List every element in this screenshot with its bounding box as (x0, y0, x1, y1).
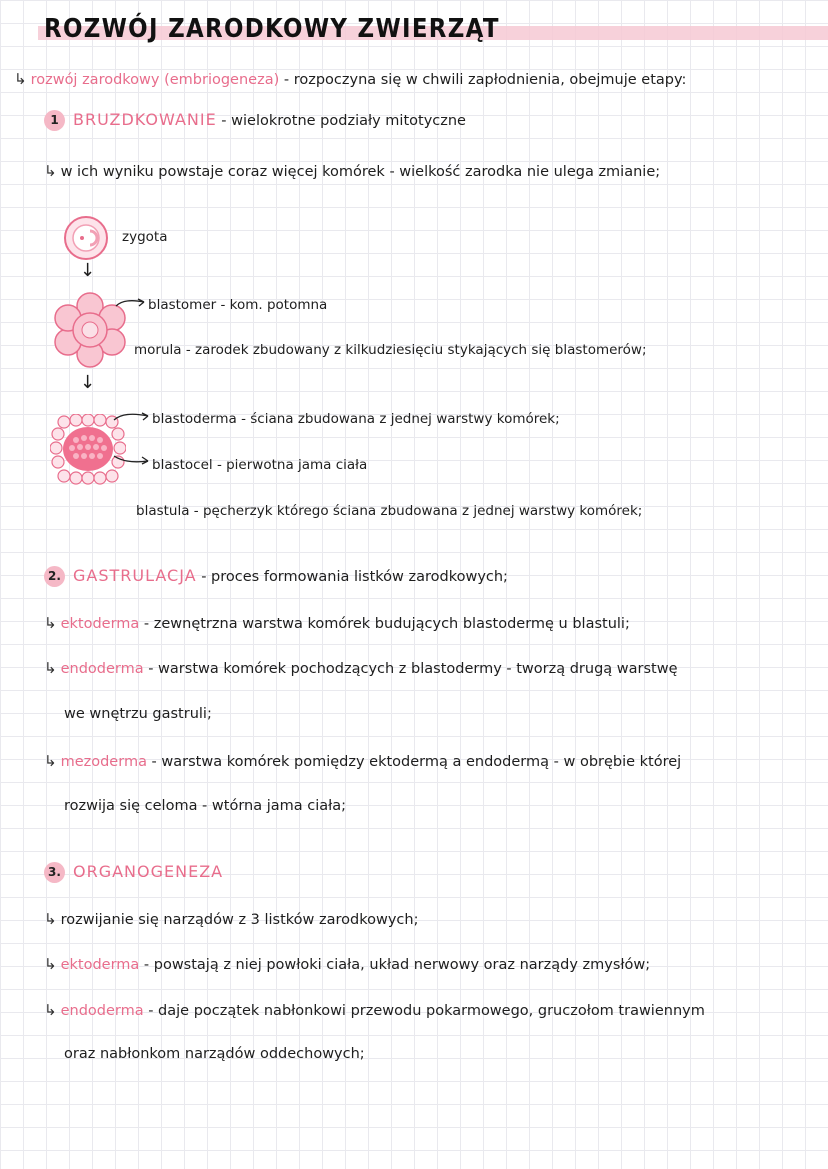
arrow-icon: ↳ (44, 910, 57, 928)
arrow-icon: ↳ (44, 659, 57, 677)
desc: - warstwa komórek pochodzących z blastodermy - tworzą drugą warstwę (143, 661, 678, 677)
arrow-icon: ↳ (14, 70, 27, 88)
label-blastula: blastula - pęcherzyk którego ściana zbudowana z jednej warstwy komórek; (136, 503, 643, 519)
page-title: ROZWÓJ ZARODKOWY ZWIERZĄT (44, 14, 500, 44)
s2-ektoderma (44, 614, 630, 632)
section-1-heading (44, 110, 466, 131)
section-title: BRUZDKOWANIE (73, 110, 217, 129)
section-number: 1 (44, 110, 65, 131)
arrow-icon: ↳ (44, 162, 57, 180)
pointer-arrow (112, 452, 152, 468)
arrow-icon: ↳ (44, 955, 57, 973)
s3-ektoderma (44, 955, 650, 973)
arrow-icon: ↳ (44, 614, 57, 632)
section-desc: - wielokrotne podziały mitotyczne (216, 113, 466, 129)
s2-mezoderma (44, 752, 681, 770)
section-desc: - proces formowania listków zarodkowych; (196, 569, 508, 585)
blastula-illustration (50, 414, 126, 486)
zygote-illustration (62, 214, 110, 262)
s1-line2-text: w ich wyniku powstaje coraz więcej komórek - wielkość zarodka nie ulega zmianie; (60, 164, 661, 180)
section-3-heading (44, 862, 223, 883)
s3-endoderma-cont: oraz nabłonkom narządów oddechowych; (64, 1046, 365, 1062)
down-arrow-icon: ↓ (80, 372, 96, 393)
section-2-heading (44, 566, 508, 587)
s3-line1 (44, 910, 418, 928)
section-title: GASTRULACJA (73, 566, 197, 585)
desc: - powstają z niej powłoki ciała, układ nerwowy oraz narządy zmysłów; (139, 957, 651, 973)
pointer-arrow (114, 296, 148, 310)
s2-endoderma-cont: we wnętrzu gastruli; (64, 706, 212, 722)
label-blastocel: blastocel - pierwotna jama ciała (152, 457, 368, 473)
down-arrow-icon: ↓ (80, 260, 96, 281)
section-number: 2. (44, 566, 65, 587)
section-title: ORGANOGENEZA (73, 862, 224, 881)
term: endoderma (60, 1003, 144, 1019)
intro-term: rozwój zarodkowy (embriogeneza) (30, 72, 280, 88)
section-number: 3. (44, 862, 65, 883)
desc: - daje początek nabłonkowi przewodu pokarmowego, gruczołom trawiennym (143, 1003, 705, 1019)
intro-line (14, 70, 686, 88)
label-blastomer: blastomer - kom. potomna (148, 297, 328, 313)
arrow-icon: ↳ (44, 1001, 57, 1019)
s2-endoderma (44, 659, 678, 677)
term: ektoderma (60, 616, 140, 632)
pointer-arrow (112, 408, 152, 424)
intro-text: - rozpoczyna się w chwili zapłodnienia, obejmuje etapy: (279, 72, 687, 88)
desc: rozwijanie się narządów z 3 listków zarodkowych; (60, 912, 419, 928)
s1-line2 (44, 162, 660, 180)
desc: - warstwa komórek pomiędzy ektodermą a endodermą - w obrębie której (146, 754, 682, 770)
s3-endoderma (44, 1001, 705, 1019)
arrow-icon: ↳ (44, 752, 57, 770)
term: endoderma (60, 661, 144, 677)
desc: - zewnętrzna warstwa komórek budujących blastodermę u blastuli; (139, 616, 630, 632)
term: mezoderma (60, 754, 147, 770)
label-zygota: zygota (122, 229, 168, 245)
s2-mezoderma-cont: rozwija się celoma - wtórna jama ciała; (64, 798, 347, 814)
label-morula: morula - zarodek zbudowany z kilkudziesięciu stykających się blastomerów; (134, 342, 647, 358)
term: ektoderma (60, 957, 140, 973)
label-blastoderma: blastoderma - ściana zbudowana z jednej warstwy komórek; (152, 411, 560, 427)
